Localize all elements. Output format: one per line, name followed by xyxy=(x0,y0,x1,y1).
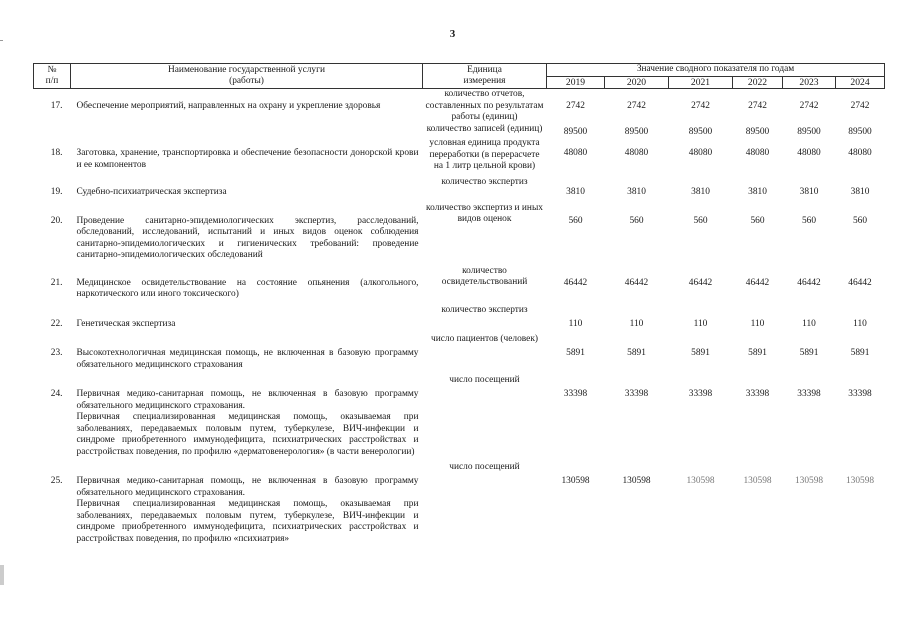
year-value: 5891 xyxy=(850,348,870,358)
page-number: 3 xyxy=(449,28,456,40)
header-year: 2022 xyxy=(733,76,783,89)
unit-of-measure: число пациентов (человек) xyxy=(431,334,538,344)
scan-artifact xyxy=(0,565,4,585)
service-name xyxy=(71,266,423,305)
service-name xyxy=(71,334,423,375)
year-value: 130598 xyxy=(686,476,715,486)
year-value: 33398 xyxy=(688,389,713,399)
service-name xyxy=(71,375,423,462)
year-value: 33398 xyxy=(848,389,872,399)
unit-of-measure: условная единица продукта переработки (в перерасчете на 1 литр цельной крови) xyxy=(429,138,540,171)
service-name-text: Проведение санитарно-эпидемиологических экспертиз, расследований, обследований, исследований, испытаний и иных видов оценок соблюдения санитарно-эпидемиологических и гигиенических требований: проведение санитарно-эпидемиологических обследований xyxy=(76,215,419,260)
year-value: 33398 xyxy=(745,389,770,399)
year-value: 2742 xyxy=(748,101,767,111)
table-row xyxy=(34,138,885,177)
scan-artifact xyxy=(0,40,3,41)
table-row xyxy=(34,375,885,462)
service-name xyxy=(71,203,423,266)
header-number: № п/п xyxy=(34,64,71,89)
table-row xyxy=(34,266,885,305)
year-value: 3810 xyxy=(627,187,646,197)
services-table-wrapper xyxy=(33,63,884,549)
year-value: 46442 xyxy=(624,277,649,288)
header-values-by-year: Значение сводного показателя по годам xyxy=(547,64,885,77)
year-value: 130598 xyxy=(561,476,590,486)
unit-of-measure: количество экспертиз xyxy=(441,177,528,187)
year-value: 48080 xyxy=(745,148,770,158)
year-value: 110 xyxy=(568,318,583,329)
year-value: 5891 xyxy=(566,348,585,358)
year-value: 110 xyxy=(853,318,867,329)
service-name xyxy=(71,305,423,335)
row-number: 23. xyxy=(50,348,63,358)
unit-of-measure: количество отчетов, составленных по результатам работы (единиц) xyxy=(425,89,544,122)
service-name-text: Генетическая экспертиза xyxy=(76,318,176,329)
year-value: 560 xyxy=(693,215,708,226)
year-value: 33398 xyxy=(563,389,588,399)
year-value: 3810 xyxy=(566,187,585,197)
table-row xyxy=(34,177,885,203)
service-name-text: Высокотехнологичная медицинская помощь, не включенная в базовую программу обязательного медицинского страхования xyxy=(76,348,419,370)
year-value: 110 xyxy=(750,318,765,329)
year-value: 3810 xyxy=(748,187,767,197)
table-row xyxy=(34,334,885,375)
service-name-text: Первичная медико-санитарная помощь, не включенная в базовую программу обязательного медицинского страхования. xyxy=(76,476,419,498)
year-value: 5891 xyxy=(627,348,646,358)
table-row xyxy=(34,305,885,335)
row-number: 22. xyxy=(50,318,63,329)
year-value: 3810 xyxy=(691,187,710,197)
year-value: 2742 xyxy=(627,101,646,111)
row-number: 18. xyxy=(50,148,63,158)
service-name-text: Заготовка, хранение, транспортировка и обеспечение безопасности донорской крови и ее компонентов xyxy=(76,148,419,170)
year-value: 48080 xyxy=(848,148,872,158)
service-name xyxy=(71,462,423,549)
row-number: 17. xyxy=(50,101,63,111)
year-value: 89500 xyxy=(688,126,713,137)
year-value: 560 xyxy=(750,215,765,226)
header-year: 2021 xyxy=(669,76,733,89)
service-name-detail: Первичная специализированная медицинская помощь, оказываемая при заболеваниях, передаваемых половым путем, туберкулезе, ВИЧ-инфекции и синдроме приобретенного иммунодефицита, психиатрических расстройствах и расстройствах поведения, по профилю «дерматовенерология» (в части венерологии) xyxy=(76,412,419,457)
service-name xyxy=(71,177,423,203)
year-value: 130598 xyxy=(794,476,824,486)
unit-of-measure: количество записей (единиц) xyxy=(426,123,543,134)
year-value: 5891 xyxy=(691,348,710,358)
service-name xyxy=(71,89,423,139)
year-value: 89500 xyxy=(624,126,649,137)
year-value: 89500 xyxy=(745,126,770,137)
table-header xyxy=(34,64,885,89)
year-value: 130598 xyxy=(845,476,875,486)
unit-of-measure: количество освидетельствований xyxy=(441,265,528,287)
header-service-name: Наименование государственной услуги (работы) xyxy=(71,64,423,89)
year-value: 110 xyxy=(802,318,816,329)
year-value: 560 xyxy=(629,215,644,226)
year-value: 89500 xyxy=(848,126,872,137)
year-value: 33398 xyxy=(624,389,649,399)
service-name-text: Медицинское освидетельствование на состояние опьянения (алкогольного, наркотического или иного токсического) xyxy=(76,277,419,299)
row-number: 24. xyxy=(50,389,63,399)
year-value: 110 xyxy=(693,318,708,329)
year-value: 2742 xyxy=(691,101,710,111)
year-value: 48080 xyxy=(797,148,821,158)
year-value: 110 xyxy=(629,318,644,329)
unit-of-measure: число посещений xyxy=(449,462,520,472)
service-name xyxy=(71,138,423,177)
row-number: 21. xyxy=(50,277,63,288)
year-value: 5891 xyxy=(748,348,767,358)
row-number: 20. xyxy=(50,215,63,226)
year-value: 560 xyxy=(852,215,868,226)
year-value: 130598 xyxy=(743,476,772,486)
header-year: 2019 xyxy=(547,76,605,89)
service-name-text: Судебно-психиатрическая экспертиза xyxy=(76,187,227,197)
year-value: 48080 xyxy=(688,148,713,158)
service-name-text: Обеспечение мероприятий, направленных на охрану и укрепление здоровья xyxy=(76,101,381,111)
year-value: 48080 xyxy=(624,148,649,158)
unit-of-measure: число посещений xyxy=(449,375,520,385)
year-value: 89500 xyxy=(797,126,821,137)
year-value: 46442 xyxy=(563,277,588,288)
year-value: 3810 xyxy=(799,187,819,197)
row-number: 25. xyxy=(50,476,63,486)
year-value: 33398 xyxy=(797,389,821,399)
year-value: 560 xyxy=(568,215,583,226)
header-year: 2023 xyxy=(783,76,836,89)
year-value: 46442 xyxy=(745,277,770,288)
table-row xyxy=(34,462,885,549)
year-value: 130598 xyxy=(622,476,651,486)
header-year: 2020 xyxy=(605,76,669,89)
header-year: 2024 xyxy=(836,76,885,89)
year-value: 3810 xyxy=(850,187,870,197)
year-value: 5891 xyxy=(799,348,819,358)
row-number: 19. xyxy=(50,187,63,197)
year-value: 560 xyxy=(801,215,817,226)
unit-of-measure: количество экспертиз и иных видов оценок xyxy=(426,202,543,224)
year-value: 89500 xyxy=(563,126,588,137)
table-body xyxy=(34,89,885,550)
year-value: 2742 xyxy=(566,101,585,111)
unit-of-measure: количество экспертиз xyxy=(441,304,528,315)
year-value: 46442 xyxy=(688,277,713,288)
year-value: 2742 xyxy=(799,101,819,111)
year-value: 2742 xyxy=(850,101,870,111)
year-value: 48080 xyxy=(563,148,588,158)
service-name-text: Первичная медико-санитарная помощь, не включенная в базовую программу обязательного медицинского страхования. xyxy=(76,389,419,411)
year-value: 46442 xyxy=(848,277,872,288)
table-row xyxy=(34,203,885,266)
service-name-detail: Первичная специализированная медицинская помощь, оказываемая при заболеваниях, передаваемых половым путем, туберкулезе, ВИЧ-инфекции и синдроме приобретенного иммунодефицита, психиатрических расстройствах и расстройствах поведения, по профилю «психиатрия» xyxy=(76,499,419,544)
year-value: 46442 xyxy=(797,277,821,288)
header-unit: Единица измерения xyxy=(423,64,547,89)
services-table xyxy=(33,63,885,549)
table-row xyxy=(34,89,885,124)
